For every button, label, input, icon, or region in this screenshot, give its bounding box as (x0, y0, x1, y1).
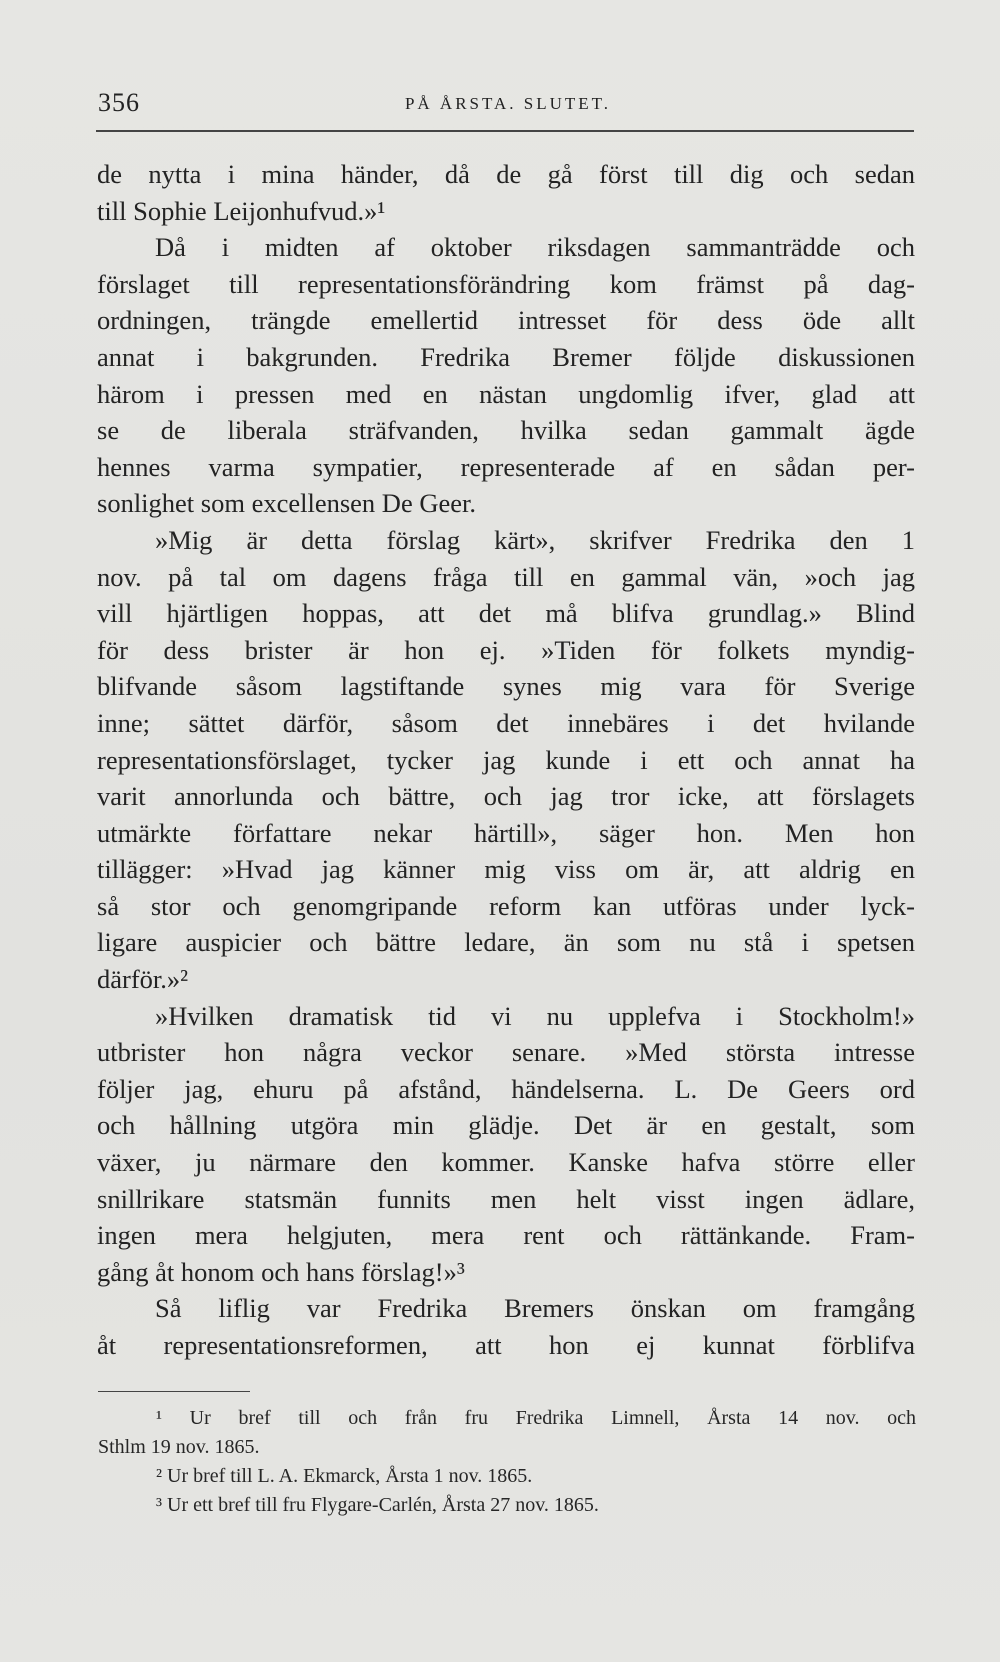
text-line: ligare auspicier och bättre ledare, än som nu stå i spetsen (97, 927, 915, 958)
text-line: förslaget till representationsförändring kom främst på dag- (97, 268, 915, 299)
footnote-line: ³ Ur ett bref till fru Flygare-Carlén, Årsta 27 nov. 1865. (156, 1494, 599, 1516)
text-line: representationsförslaget, tycker jag kunde i ett och annat ha (97, 744, 915, 775)
text-line: gång åt honom och hans förslag!»³ (97, 1256, 465, 1287)
text-line: de nytta i mina händer, då de gå först till dig och sedan (97, 159, 915, 189)
text-line: ingen mera helgjuten, mera rent och rättänkande. Fram- (97, 1220, 915, 1251)
text-line: tillägger: »Hvad jag känner mig viss om är, att aldrig en (97, 854, 915, 885)
text-line: till Sophie Leijonhufvud.»¹ (97, 195, 386, 226)
text-line: snillrikare statsmän funnits men helt visst ingen ädlare, (97, 1183, 915, 1214)
footnote-rule (98, 1391, 250, 1392)
footnote-line: ¹ Ur bref till och från fru Fredrika Limnell, Årsta 14 nov. och (156, 1407, 916, 1429)
footnote-line: Sthlm 19 nov. 1865. (98, 1436, 260, 1458)
text-line: åt representationsreformen, att hon ej kunnat förblifva (97, 1330, 915, 1360)
text-line: »Hvilken dramatisk tid vi nu upplefva i Stockholm!» (155, 1000, 915, 1031)
text-line: varit annorlunda och bättre, och jag tror icke, att förslagets (97, 781, 915, 812)
header-rule (96, 130, 914, 132)
text-line: Så liflig var Fredrika Bremers önskan om framgång (155, 1293, 915, 1324)
text-line: nov. på tal om dagens fråga till en gammal vän, »och jag (97, 561, 915, 592)
text-line: inne; sättet därför, såsom det innebäres i det hvilande (97, 707, 915, 738)
text-line: och hållning utgöra min glädje. Det är en gestalt, som (97, 1110, 915, 1141)
text-line: utmärkte författare nekar härtill», säger hon. Men hon (97, 817, 915, 848)
text-line: se de liberala sträfvanden, hvilka sedan gammalt ägde (97, 415, 915, 446)
text-line: så stor och genomgripande reform kan utföras under lyck- (97, 890, 915, 921)
text-line: utbrister hon några veckor senare. »Med största intresse (97, 1037, 915, 1068)
text-line: annat i bakgrunden. Fredrika Bremer följde diskussionen (97, 341, 915, 372)
text-line: hennes varma sympatier, representerade af en sådan per- (97, 451, 915, 482)
text-line: vill hjärtligen hoppas, att det må blifva grundlag.» Blind (97, 598, 915, 629)
text-line: för dess brister är hon ej. »Tiden för folkets myndig- (97, 634, 915, 665)
page-number: 356 (98, 88, 140, 117)
text-line: sonlighet som excellensen De Geer. (97, 488, 476, 519)
text-line: blifvande såsom lagstiftande synes mig vara för Sverige (97, 671, 915, 702)
text-line: följer jag, ehuru på afstånd, händelserna. L. De Geers ord (97, 1073, 915, 1104)
running-title: PÅ ÅRSTA. SLUTET. (404, 94, 612, 113)
footnote-line: ² Ur bref till L. A. Ekmarck, Årsta 1 nov. 1865. (156, 1465, 533, 1487)
text-line: Då i midten af oktober riksdagen sammanträdde och (155, 232, 915, 263)
text-line: växer, ju närmare den kommer. Kanske hafva större eller (97, 1147, 915, 1178)
body-text (97, 156, 915, 1364)
text-line: ordningen, trängde emellertid intresset för dess öde allt (97, 305, 915, 336)
text-line: »Mig är detta förslag kärt», skrifver Fredrika den 1 (155, 524, 915, 555)
text-line: härom i pressen med en nästan ungdomlig ifver, glad att (97, 378, 915, 409)
text-line: därför.»² (97, 964, 189, 995)
running-head (98, 88, 918, 118)
footnotes (98, 1404, 916, 1520)
